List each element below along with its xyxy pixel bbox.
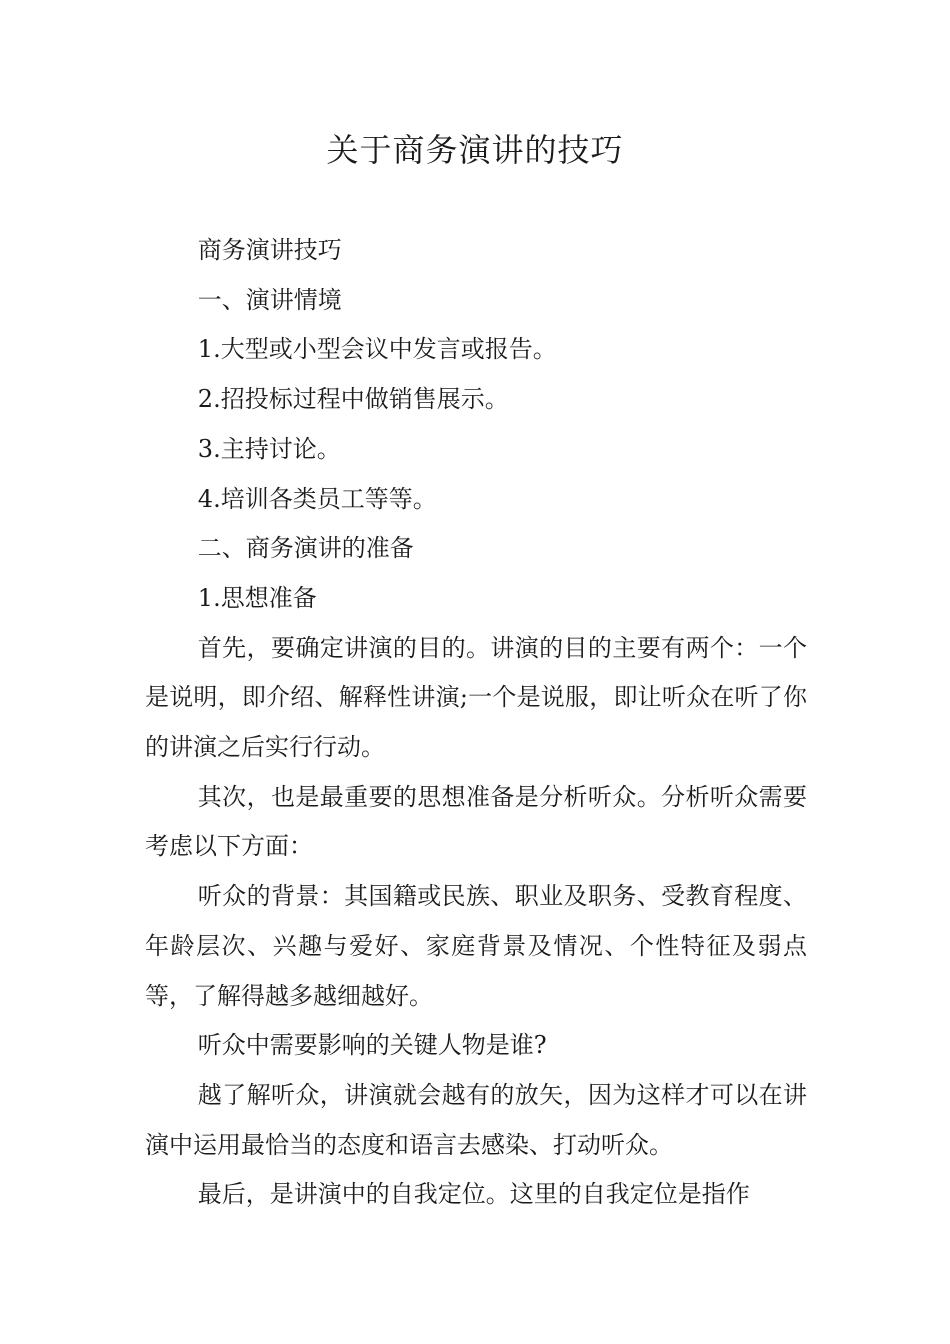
paragraph: 听众中需要影响的关键人物是谁? — [197, 1031, 547, 1060]
paragraph: 首先，要确定讲演的目的。讲演的目的主要有两个：一个是说明，即介绍、解释性讲演;一个是说服，即让听众在听了你的讲演之后实行行动。 — [145, 633, 807, 762]
paragraph: 越了解听众，讲演就会越有的放矢，因为这样才可以在讲演中运用最恰当的态度和语言去感染、打动听众。 — [145, 1080, 807, 1159]
paragraph: 二、商务演讲的准备 — [197, 534, 414, 563]
paragraph: 3.主持讨论。 — [197, 434, 341, 463]
paragraph: 1.大型或小型会议中发言或报告。 — [197, 335, 557, 364]
paragraph: 其次，也是最重要的思想准备是分析听众。分析听众需要考虑以下方面： — [145, 782, 807, 861]
paragraph: 4.培训各类员工等等。 — [197, 484, 437, 513]
paragraph: 1.思想准备 — [197, 583, 317, 612]
document-body — [145, 226, 807, 1220]
document-title: 关于商务演讲的技巧 — [326, 131, 624, 169]
paragraph: 一、演讲情境 — [197, 285, 342, 314]
paragraph: 2.招投标过程中做销售展示。 — [197, 385, 509, 414]
paragraph: 听众的背景：其国籍或民族、职业及职务、受教育程度、年龄层次、兴趣与爱好、家庭背景及情况、个性特征及弱点等，了解得越多越细越好。 — [145, 882, 807, 1010]
paragraph: 最后，是讲演中的自我定位。这里的自我定位是指作 — [197, 1180, 750, 1209]
paragraph: 商务演讲技巧 — [197, 236, 342, 264]
